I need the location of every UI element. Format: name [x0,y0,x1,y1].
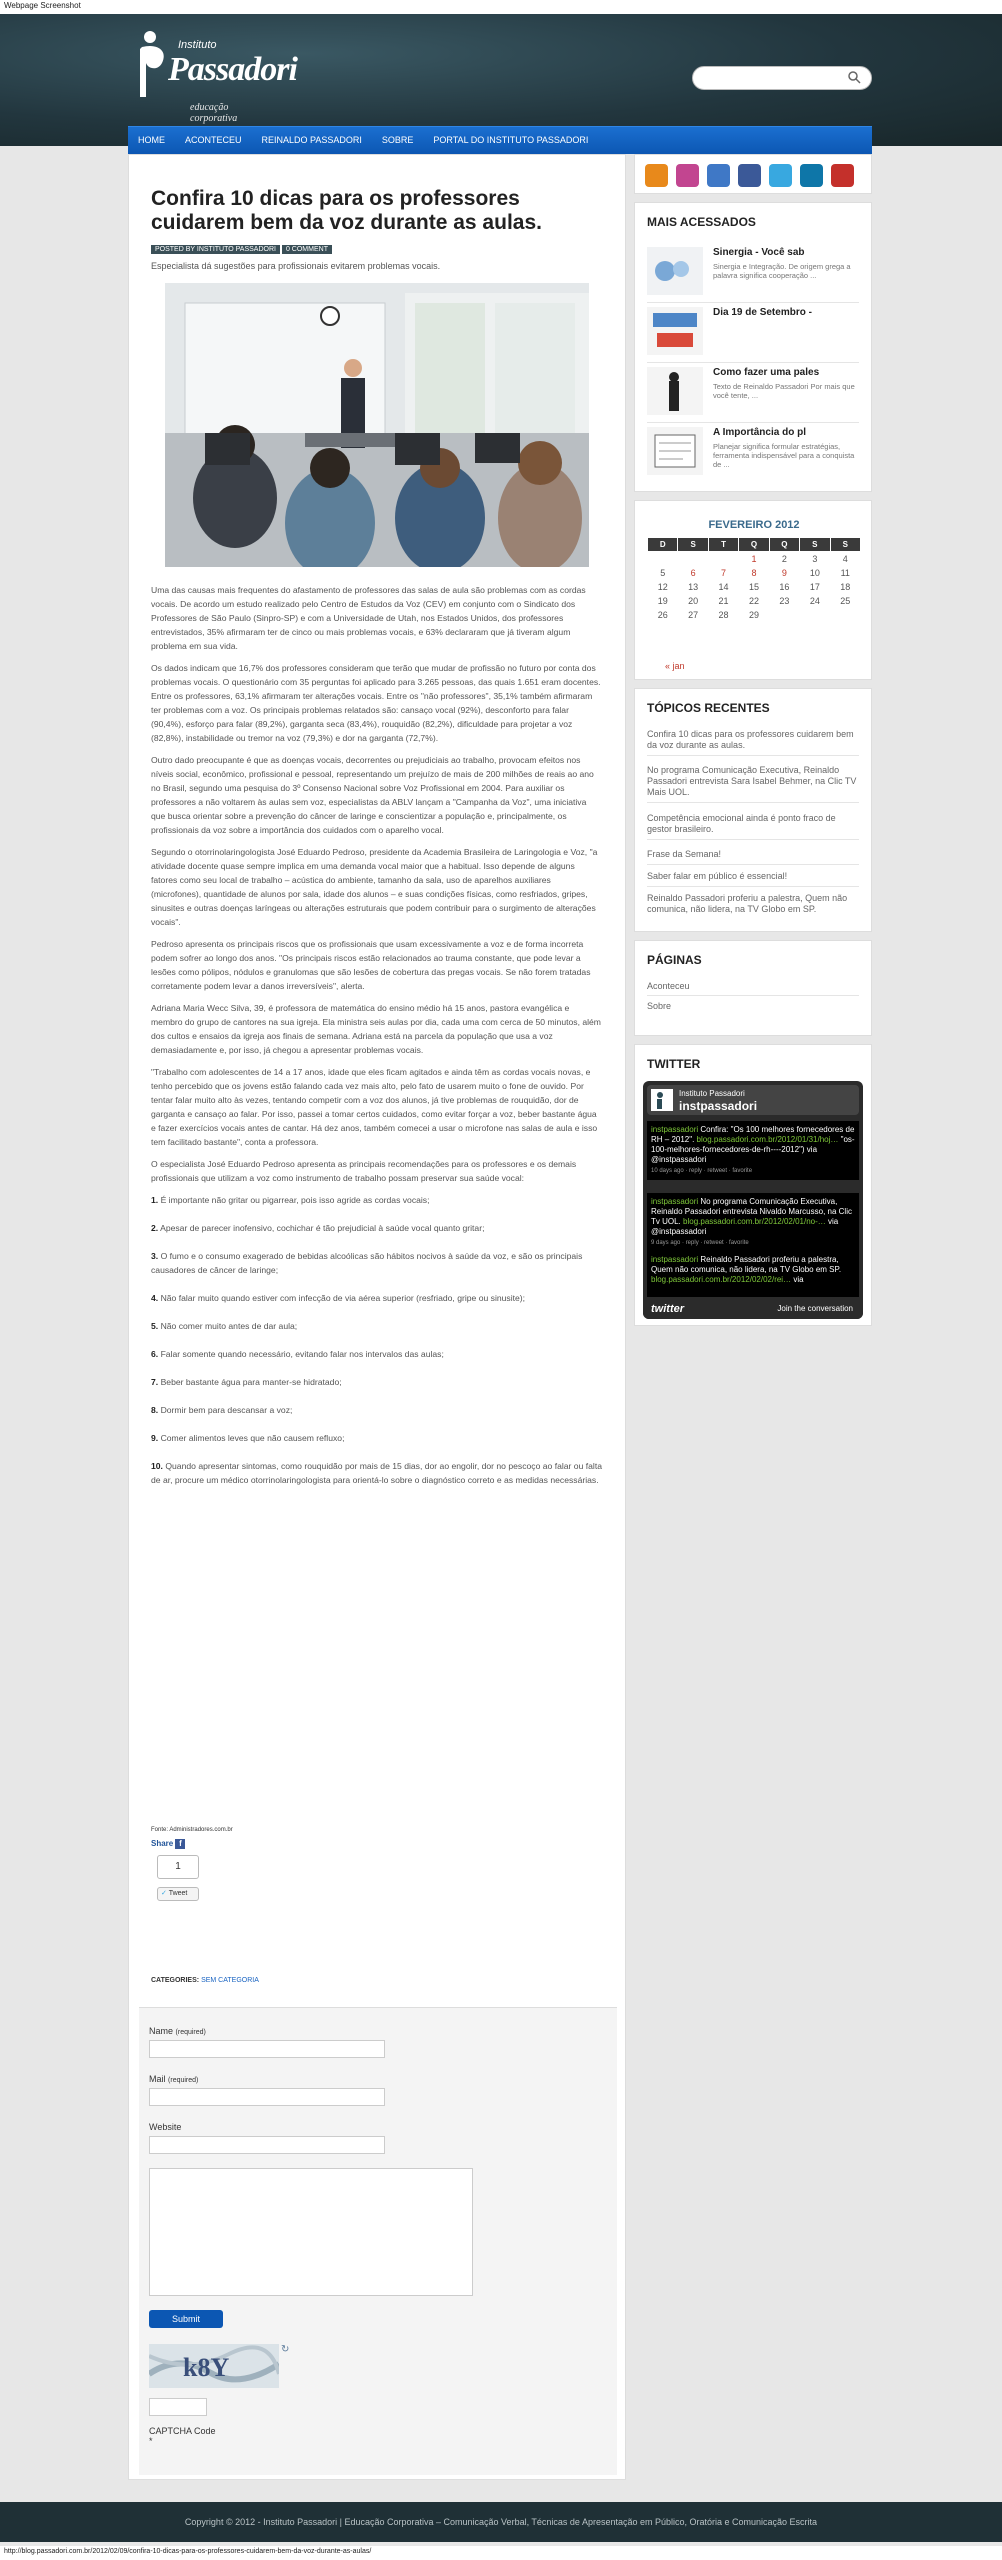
calendar-day [830,608,860,622]
twitter-widget [634,1044,872,1326]
recent-topic-link[interactable]: Confira 10 dicas para os professores cuidarem bem da voz durante as aulas. [647,729,859,756]
nav-reinaldo-passadori[interactable]: REINALDO PASSADORI [261,135,362,145]
calendar-day: 24 [809,596,820,606]
twitter-bird-icon: ✓ [161,1890,167,1897]
recent-topic-link[interactable]: No programa Comunicação Executiva, Reinaldo Passadori entrevista Sara Isabel Behmer, na Clic TV Mais UOL. [647,765,859,803]
rss-icon[interactable] [645,164,668,187]
nav-portal[interactable]: PORTAL DO INSTITUTO PASSADORI [433,135,589,145]
tweet: instpassadori Confira: "Os 100 melhores fornecedores de RH – 2012". blog.passadori.com.br/2012/01/31/hoj… "os-100-melhores-fornecedores-de-rh----2012") via @instpassadori 10 days ago · reply · retweet · favorite [647,1121,859,1180]
calendar-day-header: S [830,538,860,552]
tip-item: 3. O fumo e o consumo exagerado de bebidas alcoólicas são hábitos nocivos à saúde da voz, e são os principais causadores de câncer de laringe; [151,1251,583,1275]
captcha-image [149,2344,279,2388]
site-footer: Copyright © 2012 - Instituto Passadori | Educação Corporativa – Comunicação Verbal, Técnicas de Apresentação em Público, Oratória e Comunicação Escrita [0,2502,1002,2542]
facebook-count: 1 [157,1855,199,1879]
post-paragraph: Os dados indicam que 16,7% dos professores consideram que terão que mudar de profissão no futuro por conta dos problemas vocais. O questionário com 35 perguntas foi aplicado para 3.265 pessoas, das quais 1.651 eram docentes. Entre os professores, 63,1% afirmaram ter alterações vocais. Entre os "não professores", 35,1% também afirmaram ter problemas com a voz. Os principais problemas relatados são: cansaço vocal (92%), desconforto para falar (90,4%), esforço para falar (89,2%), garganta seca (83,4%), rouquidão (82,2%), dificuldade para projetar a voz (82,8%), instabilidade ou tremor na voz (79,3%) e dor na garganta (72,7%). [151,663,601,743]
calendar-day [678,552,708,567]
mail-field[interactable] [149,2088,385,2106]
post-paragraph: Adriana Maria Wecc Silva, 39, é professora de matemática do ensino médio há 15 anos, pastora evangélica e membro do grupo de cantores na sua igreja. Ela ministra seis aulas por dia, cada uma com cerca de 50 minutos, além dos cultos e ensaios da igreja aos finais de semana. Adriana está na parcela da população que usa a voz demasiadamente e, por isso, já chegou a apresentar problemas vocais. [151,1003,601,1055]
twitter-profile[interactable]: Instituto Passadori instpassadori [647,1085,859,1115]
calendar-day: 22 [748,596,759,606]
calendar-day: 10 [809,568,820,578]
recent-topic-link[interactable]: Competência emocional ainda é ponto fraco de gestor brasileiro. [647,813,859,840]
website-label: Website [149,2122,182,2132]
post-meta [151,243,334,253]
page-caption: Webpage Screenshot [0,0,1002,14]
popular-thumbnail [647,427,703,475]
calendar-title: FEVEREIRO 2012 [708,519,800,531]
captcha-input[interactable] [149,2398,207,2416]
calendar-day[interactable]: 6 [690,568,696,578]
recent-topic-link[interactable]: Reinaldo Passadori proferiu a palestra, Quem não comunica, não lidera, na TV Globo em SP. [647,893,848,914]
logo-tagline: educação corporativa [190,102,238,124]
facebook-share-button[interactable] [151,1839,185,1849]
calendar-prev-link[interactable]: « jan [665,661,685,671]
popular-item[interactable]: Dia 19 de Setembro - [647,307,859,363]
tweet: instpassadori Reinaldo Passadori proferiu a palestra, Quem não comunica, não lidera, na TV Globo em SP. blog.passadori.com.br/2012/02/02/rei… via [647,1251,859,1297]
social-links [634,154,872,194]
post-excerpt: Especialista dá sugestões para profissionais evitarem problemas vocais. [151,261,441,271]
tip-item: 8. Dormir bem para descansar a voz; [151,1405,293,1415]
calendar-day: 5 [660,568,666,578]
tip-item: 2. Apesar de parecer inofensivo, cochichar é tão prejudicial à saúde vocal quanto gritar; [151,1223,485,1233]
calendar-day: 21 [718,596,729,606]
nav-sobre[interactable]: SOBRE [381,135,414,145]
post-paragraph: Segundo o otorrinolaringologista José Eduardo Pedroso, presidente da Academia Brasileira de Laringologia e Voz, "a atividade docente quase sempre implica em uma demanda vocal maior que a habitual. Isso depende de alguns fatores como seu local de trabalho – acústica do ambiente, tamanho da sala, uso de aparelhos auxiliares (microfones), quantidade de alunos por sala, idade dos alunos – e suas condições físicas, como resfriados, gripes, sinusites e outras doenças laríngeas ou alterações estruturais que podem contribuir para o surgimento de alterações vocais". [151,847,598,927]
recent-topic-link[interactable]: Frase da Semana! [647,849,859,865]
calendar-day [769,608,799,622]
tip-item: 1. É importante não gritar ou pigarrear, pois isso agride as cordas vocais; [151,1195,430,1205]
calendar-widget [634,500,872,680]
name-field[interactable] [149,2040,385,2058]
mail-label: Mail (required) [149,2074,199,2084]
calendar-day: 28 [718,610,729,620]
classroom-photo [165,283,589,567]
calendar-day: 20 [688,596,699,606]
linkedin-icon[interactable] [800,164,823,187]
site-logo[interactable] [138,24,297,124]
calendar-day[interactable]: 9 [781,568,787,578]
calendar-day: 17 [809,582,820,592]
post-paragraph: "Trabalho com adolescentes de 14 a 17 anos, idade que eles ficam agitados e ainda têm as cordas vocais novas, e tenho percebido que os jovens estão falando cada vez mais alto, pelo fato de usarem muito o fone de ouvido. Por tentar falar muito alto às vezes, tentando competir com a voz dos alunos, já tive problemas de rouquidão, dor de garganta e cansaço ao falar. Por isso, passei a tomar certos cuidados, como evitar forçar a voz, beber bastante água e fazer exercícios vocais antes de cantar. Há dez anos, também comecei a usar o microfone nas salas de aula e isso tem facilitado bastante", conta a professora. [151,1067,598,1147]
calendar-day: 25 [840,596,851,606]
calendar-day-header: D [648,538,678,552]
widget-title: PÁGINAS [647,953,702,967]
tip-item: 7. Beber bastante água para manter-se hidratado; [151,1377,342,1387]
calendar-day [800,608,830,622]
submit-button[interactable]: Submit [149,2310,223,2328]
calendar-day: 19 [657,596,668,606]
page-link-aconteceu[interactable]: Aconteceu [647,981,859,996]
popular-thumbnail [647,307,703,355]
calendar-day[interactable]: 7 [721,568,727,578]
tweet: instpassadori No programa Comunicação Executiva, Reinaldo Passadori entrevista Nivaldo Marcusso, na Clic Tv UOL. blog.passadori.com.br/2012/02/01/no-… via @instpassadori 9 days ago · reply · retweet · favorite [647,1193,859,1252]
tip-item: 9. Comer alimentos leves que não causem refluxo; [151,1433,345,1443]
calendar-day [648,552,678,567]
calendar-day: 14 [718,582,729,592]
calendar-table [647,537,861,622]
post-body [151,583,603,1501]
post-paragraph: Outro dado preocupante é que as doenças vocais, decorrentes ou prejudiciais ao trabalho, provocam efeitos nos níveis social, econômico, profissional e pessoal, representando um prejuízo de mais de 200 milhões de reais ao ano no Brasil, segundo uma pesquisa do 3º Consenso Nacional sobre Voz Profissional em 2004. Para auxiliar os professores a não voltarem às aulas sem voz, especialistas da ABLV lançam a "Campanha da Voz", uma iniciativa que busca orientar sobre a prevenção do câncer de laringe e conscientizar a população e, principalmente, os profissionais da voz sobre a importância dos cuidados com o aparelho vocal. [151,755,594,835]
post-title[interactable]: Confira 10 dicas para os professores cuidarem bem da voz durante as aulas. [151,187,542,234]
popular-item[interactable]: Como fazer uma pales Texto de Reinaldo Passadori Por mais que você tente, ... [647,367,859,423]
search-icon[interactable] [848,71,861,84]
topicos-recentes-widget [634,688,872,932]
join-conversation-link[interactable]: Join the conversation [777,1304,853,1313]
widget-title: TÓPICOS RECENTES [647,701,770,715]
calendar-day: 15 [748,582,759,592]
category-link[interactable]: SEM CATEGORIA [201,1977,259,1984]
main-nav [128,126,872,154]
popular-item[interactable]: Sinergia - Você sab Sinergia e Integração. De origem grega a palavra significa cooperação ... [647,247,859,303]
popular-item[interactable]: A Importância do pl Planejar significa formular estratégias, ferramenta indispensável para a conquista de ... [647,427,859,483]
nav-home[interactable]: HOME [138,135,165,145]
calendar-day[interactable]: 1 [751,554,757,564]
orkut-icon[interactable] [676,164,699,187]
website-field[interactable] [149,2136,385,2154]
calendar-day: 4 [842,554,848,564]
calendar-day: 26 [657,610,668,620]
calendar-day [708,552,738,567]
status-url: http://blog.passadori.com.br/2012/02/09/confira-10-dicas-para-os-professores-cuidarem-bem-da-voz-durante-as-aulas/ [0,2546,1002,2560]
calendar-day-header: T [708,538,738,552]
calendar-day-header: S [800,538,830,552]
nav-aconteceu[interactable]: ACONTECEU [185,135,242,145]
calendar-day: 29 [748,610,759,620]
post [139,165,617,1995]
site-header [0,14,1002,146]
page-link-sobre[interactable]: Sobre [647,1001,672,1011]
calendar-day-header: Q [739,538,769,552]
calendar-day: 2 [781,554,787,564]
twitter-feed [643,1081,863,1319]
calendar-day: 16 [779,582,790,592]
post-paragraph: O especialista José Eduardo Pedroso apresenta as principais recomendações para os professores e os demais profissionais que utilizam a voz como instrumento de trabalho possam preservar sua saúde vocal: [151,1159,577,1183]
widget-title: TWITTER [647,1057,701,1071]
main-content [128,154,626,2480]
post-paragraph: Pedroso apresenta os principais riscos que os profissionais que usam excessivamente a voz e de forma incorreta podem sofrer ao longo dos anos. "Os principais riscos estão relacionados ao trauma constante, que pode levar a lesões como pólipos, nódulos e granulomas que são lesões de cobertura das pregas vocais. Se não forem tratadas corretamente podem levar a danos irreversíveis", alerta. [151,939,591,991]
tip-item: 4. Não falar muito quando estiver com infecção de via aérea superior (resfriado, gripe ou sinusite); [151,1293,526,1303]
tip-item: 5. Não comer muito antes de dar aula; [151,1321,298,1331]
tip-item: 6. Falar somente quando necessário, evitando falar nos intervalos das aulas; [151,1349,444,1359]
captcha-label: CAPTCHA Code * [149,2426,216,2446]
twitter-footer [643,1299,863,1319]
logo-name: Passadori [168,51,297,88]
captcha-text: k8Y [183,2353,230,2382]
calendar-day[interactable]: 8 [751,568,757,578]
comment-textarea[interactable] [149,2168,473,2296]
tweet-label: Tweet [168,1890,188,1897]
search-input[interactable] [692,66,872,90]
calendar-day: 13 [688,582,699,592]
calendar-day: 11 [840,568,850,578]
popular-thumbnail [647,247,703,295]
tweet-button[interactable] [157,1887,199,1901]
widget-title: MAIS ACESSADOS [647,215,756,229]
facebook-icon: f [175,1839,185,1849]
post-source: Fonte: Administradores.com.br [151,1827,233,1833]
post-comment-count[interactable]: 0 COMMENT [282,245,332,254]
paginas-widget [634,940,872,1036]
twitter-icon[interactable] [769,164,792,187]
facebook-icon[interactable] [738,164,761,187]
post-categories: CATEGORIES: SEM CATEGORIA [151,1977,259,1984]
calendar-day-header: S [678,538,708,552]
twitter-logo[interactable]: twitter [651,1303,684,1315]
post-paragraph: Uma das causas mais frequentes do afastamento de professores das salas de aula são problemas com as cordas vocais. De acordo um estudo realizado pelo Centro de Estudos da Voz (CEV) em conjunto com o Sindicato dos Professores de São Paulo (Sinpro-SP) e com a Universidade de Utah, nos Estados Unidos, dos professores entrevistados, 35% afirmaram ter de cinco ou mais problemas vocais, e 63% declararam que já tiveram algum problema em sua vida. [151,585,586,651]
calendar-day: 18 [840,582,851,592]
myspace-icon[interactable] [707,164,730,187]
popular-thumbnail [647,367,703,415]
mais-acessados-widget [634,202,872,492]
calendar-day: 12 [657,582,668,592]
comment-form [139,2007,617,2475]
calendar-day: 27 [688,610,699,620]
post-author[interactable]: POSTED BY INSTITUTO PASSADORI [151,245,280,254]
refresh-captcha-icon[interactable]: ↻ [281,2344,290,2355]
logo-figure-icon [138,29,172,99]
youtube-icon[interactable] [831,164,854,187]
calendar-day-header: Q [769,538,799,552]
avatar [651,1089,673,1111]
tip-item: 10. Quando apresentar sintomas, como rouquidão por mais de 15 dias, dor ao engolir, dor no pescoço ao falar ou falta de ar, procure um médico otorrinolaringologista para orientá-lo sobre o diagnóstico correto e as medidas necessárias. [151,1461,602,1485]
logo-instituto: Instituto [178,39,217,51]
recent-topic-link[interactable]: Saber falar em público é essencial! [647,871,859,887]
share-label: Share [151,1839,174,1849]
calendar-day: 23 [779,596,790,606]
calendar-day: 3 [812,554,818,564]
name-label: Name (required) [149,2026,206,2036]
